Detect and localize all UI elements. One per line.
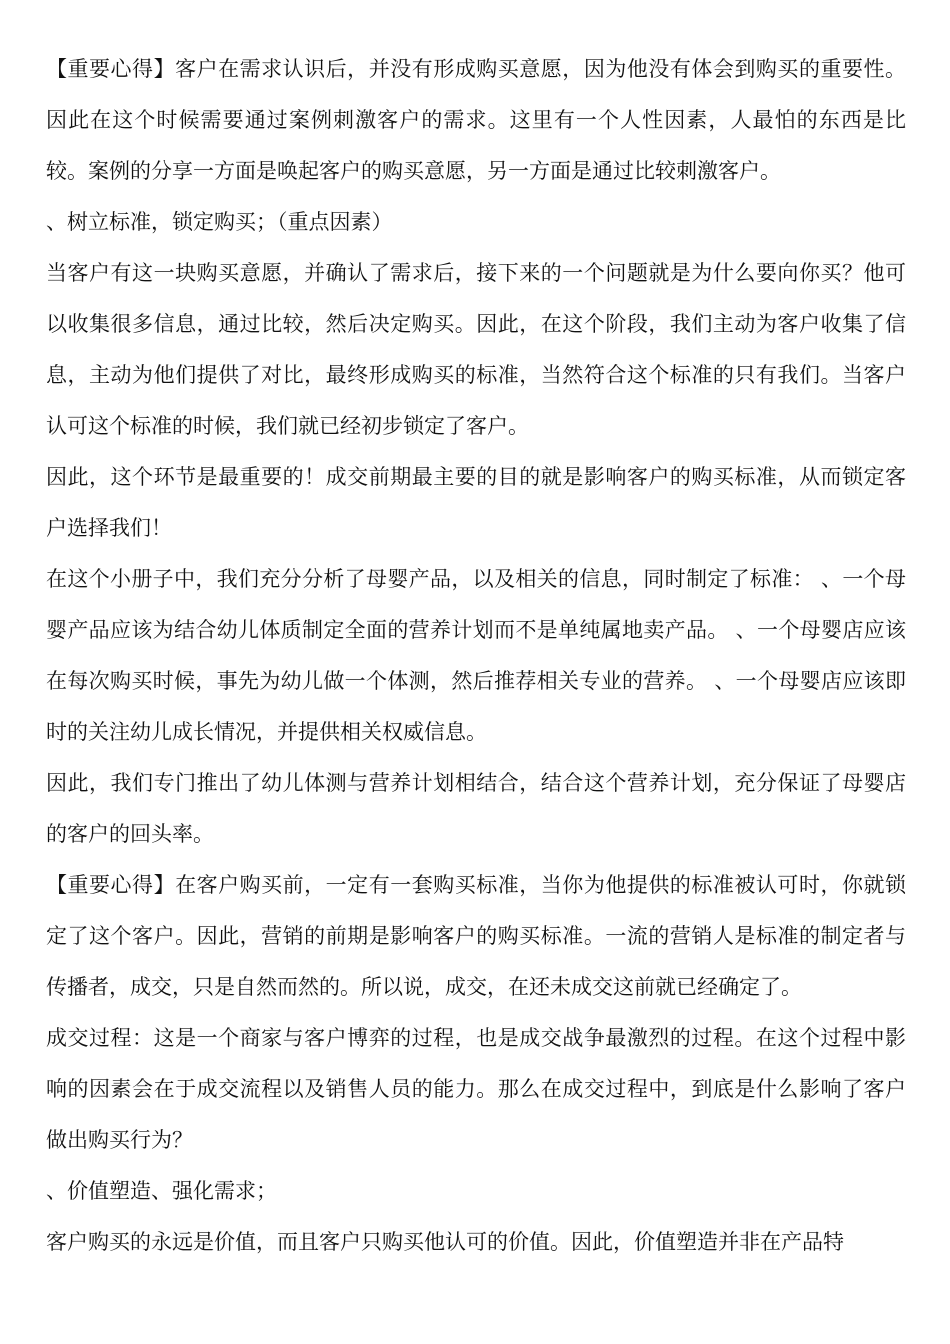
- paragraph-booklet-standards: 在这个小册子中，我们充分分析了母婴产品，以及相关的信息，同时制定了标准： 、一个母婴产品应该为结合幼儿体质制定全面的营养计划而不是单纯属地卖产品。 、一个母婴店应该在每次购买时候，事先为幼儿做一个体测，然后推荐相关专业的营养。 、一个母婴店应该即时的关注幼儿成长情况，并提供相关权威信息。: [46, 567, 906, 744]
- section-heading-value-shaping: 、价值塑造、强化需求；: [46, 1179, 277, 1203]
- paragraph-most-important-step: 因此，这个环节是最重要的！成交前期最主要的目的就是影响客户的购买标准，从而锁定客户选择我们！: [46, 465, 906, 540]
- paragraph-return-rate: 因此，我们专门推出了幼儿体测与营养计划相结合，结合这个营养计划，充分保证了母婴店的客户的回头率。: [46, 771, 906, 846]
- paragraph-customer-value: 客户购买的永远是价值，而且客户只购买他认可的价值。因此，价值塑造并非在产品特: [46, 1230, 844, 1254]
- paragraph-key-insight-2: 【重要心得】在客户购买前，一定有一套购买标准，当你为他提供的标准被认可时，你就锁定了这个客户。因此，营销的前期是影响客户的购买标准。一流的营销人是标准的制定者与传播者，成交，只是自然而然的。所以说，成交，在还未成交这前就已经确定了。: [46, 873, 906, 999]
- section-heading-set-standard: 、树立标准，锁定购买；（重点因素）: [46, 210, 393, 234]
- paragraph-key-insight-1: 【重要心得】客户在需求认识后，并没有形成购买意愿，因为他没有体会到购买的重要性。因此在这个时候需要通过案例刺激客户的需求。这里有一个人性因素，人最怕的东西是比较。案例的分享一方面是唤起客户的购买意愿，另一方面是通过比较刺激客户。: [46, 57, 906, 183]
- paragraph-purchase-standard: 当客户有这一块购买意愿，并确认了需求后，接下来的一个问题就是为什么要向你买？他可以收集很多信息，通过比较，然后决定购买。因此，在这个阶段，我们主动为客户收集了信息，主动为他们提供了对比，最终形成购买的标准，当然符合这个标准的只有我们。当客户认可这个标准的时候，我们就已经初步锁定了客户。: [46, 261, 906, 438]
- document-body: [46, 44, 906, 1268]
- paragraph-transaction-process: 成交过程：这是一个商家与客户博弈的过程，也是成交战争最激烈的过程。在这个过程中影响的因素会在于成交流程以及销售人员的能力。那么在成交过程中，到底是什么影响了客户做出购买行为？: [46, 1026, 906, 1152]
